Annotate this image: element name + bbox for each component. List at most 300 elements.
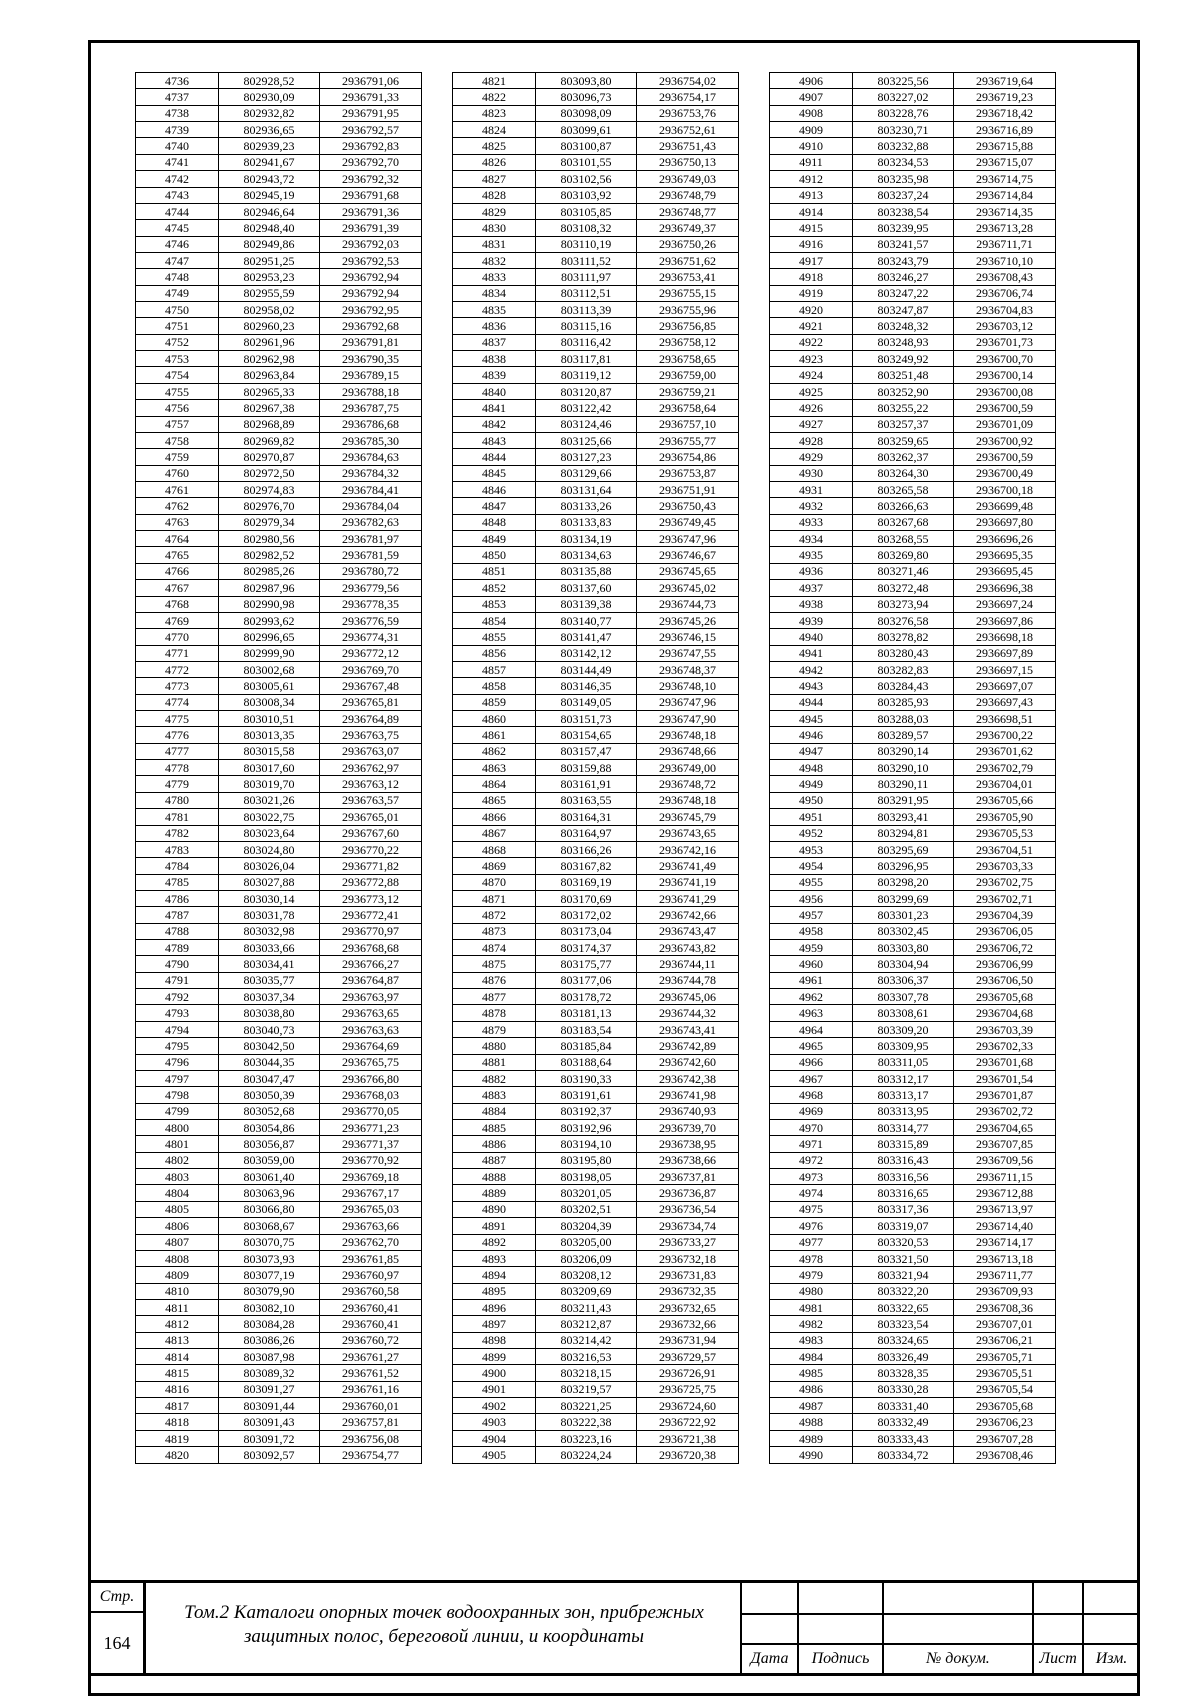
coord-x: 803146,35 xyxy=(536,678,637,694)
point-number: 4853 xyxy=(453,596,536,612)
table-row xyxy=(453,449,739,465)
point-number: 4778 xyxy=(136,760,219,776)
page-label-cell xyxy=(91,1583,146,1613)
table-row xyxy=(136,122,422,138)
coord-y: 2936746,15 xyxy=(637,629,739,645)
point-number: 4971 xyxy=(770,1136,853,1152)
point-number: 4990 xyxy=(770,1447,853,1463)
coord-x: 803317,36 xyxy=(853,1201,954,1217)
coord-y: 2936743,41 xyxy=(637,1021,739,1037)
coord-y: 2936715,07 xyxy=(954,154,1056,170)
coord-x: 803288,03 xyxy=(853,711,954,727)
point-number: 4875 xyxy=(453,956,536,972)
coord-y: 2936706,50 xyxy=(954,972,1056,988)
coord-x: 803264,30 xyxy=(853,465,954,481)
coord-y: 2936711,77 xyxy=(954,1267,1056,1283)
table-row xyxy=(453,269,739,285)
coord-y: 2936742,66 xyxy=(637,907,739,923)
table-row xyxy=(453,1398,739,1414)
point-number: 4760 xyxy=(136,465,219,481)
coord-y: 2936700,49 xyxy=(954,465,1056,481)
table-row xyxy=(770,1201,1056,1217)
point-number: 4825 xyxy=(453,138,536,154)
coord-y: 2936718,42 xyxy=(954,105,1056,121)
coord-x: 803068,67 xyxy=(219,1218,320,1234)
table-row xyxy=(770,220,1056,236)
coord-y: 2936741,49 xyxy=(637,858,739,874)
coord-y: 2936791,95 xyxy=(320,105,422,121)
table-row xyxy=(770,1136,1056,1152)
coord-x: 803238,54 xyxy=(853,203,954,219)
coord-x: 802999,90 xyxy=(219,645,320,661)
point-number: 4958 xyxy=(770,923,853,939)
coord-x: 803289,57 xyxy=(853,727,954,743)
table-row xyxy=(770,743,1056,759)
title-block xyxy=(88,1580,1140,1676)
point-number: 4787 xyxy=(136,907,219,923)
table-row xyxy=(453,187,739,203)
table-row xyxy=(453,498,739,514)
table-row xyxy=(453,547,739,563)
coord-x: 803030,14 xyxy=(219,890,320,906)
coord-y: 2936700,22 xyxy=(954,727,1056,743)
table-row xyxy=(453,138,739,154)
grid-line xyxy=(742,1613,1137,1615)
point-number: 4842 xyxy=(453,416,536,432)
point-number: 4918 xyxy=(770,269,853,285)
coord-x: 803050,39 xyxy=(219,1087,320,1103)
coord-y: 2936745,79 xyxy=(637,809,739,825)
coord-y: 2936732,35 xyxy=(637,1283,739,1299)
table-row xyxy=(136,220,422,236)
point-number: 4742 xyxy=(136,171,219,187)
table-row xyxy=(136,1005,422,1021)
point-number: 4759 xyxy=(136,449,219,465)
coord-x: 803312,17 xyxy=(853,1070,954,1086)
point-number: 4768 xyxy=(136,596,219,612)
coord-y: 2936745,65 xyxy=(637,563,739,579)
table-row xyxy=(770,841,1056,857)
coord-y: 2936792,53 xyxy=(320,252,422,268)
coord-x: 803013,35 xyxy=(219,727,320,743)
table-row xyxy=(770,138,1056,154)
table-row xyxy=(453,1414,739,1430)
coord-x: 803214,42 xyxy=(536,1332,637,1348)
coord-y: 2936763,65 xyxy=(320,1005,422,1021)
coord-y: 2936781,97 xyxy=(320,531,422,547)
table-row xyxy=(453,1365,739,1381)
table-row xyxy=(453,367,739,383)
table-row xyxy=(770,105,1056,121)
table-row xyxy=(136,1152,422,1168)
point-number: 4837 xyxy=(453,334,536,350)
point-number: 4923 xyxy=(770,351,853,367)
point-number: 4980 xyxy=(770,1283,853,1299)
table-row xyxy=(136,285,422,301)
table-row xyxy=(770,989,1056,1005)
table-row xyxy=(770,580,1056,596)
point-number: 4756 xyxy=(136,400,219,416)
coord-x: 803101,55 xyxy=(536,154,637,170)
coord-y: 2936756,85 xyxy=(637,318,739,334)
coord-x: 803063,96 xyxy=(219,1185,320,1201)
table-row xyxy=(136,1414,422,1430)
point-number: 4834 xyxy=(453,285,536,301)
coord-y: 2936784,04 xyxy=(320,498,422,514)
table-row xyxy=(770,972,1056,988)
coord-x: 802930,09 xyxy=(219,89,320,105)
coord-y: 2936703,33 xyxy=(954,858,1056,874)
point-number: 4931 xyxy=(770,481,853,497)
table-row xyxy=(453,874,739,890)
table-row xyxy=(453,334,739,350)
coord-x: 803324,65 xyxy=(853,1332,954,1348)
point-number: 4903 xyxy=(453,1414,536,1430)
coord-y: 2936749,00 xyxy=(637,760,739,776)
coord-x: 803211,43 xyxy=(536,1299,637,1315)
table-row xyxy=(453,89,739,105)
table-row xyxy=(136,481,422,497)
point-number: 4897 xyxy=(453,1316,536,1332)
point-number: 4954 xyxy=(770,858,853,874)
table-row xyxy=(453,612,739,628)
coord-x: 803027,88 xyxy=(219,874,320,890)
table-row xyxy=(136,351,422,367)
coord-y: 2936788,18 xyxy=(320,383,422,399)
coord-x: 803061,40 xyxy=(219,1169,320,1185)
coord-x: 803304,94 xyxy=(853,956,954,972)
table-row xyxy=(136,105,422,121)
coord-x: 802965,33 xyxy=(219,383,320,399)
point-number: 4976 xyxy=(770,1218,853,1234)
coord-x: 803313,17 xyxy=(853,1087,954,1103)
coord-x: 803247,87 xyxy=(853,302,954,318)
table-row xyxy=(770,1152,1056,1168)
coord-x: 803073,93 xyxy=(219,1250,320,1266)
table-row xyxy=(136,1103,422,1119)
point-number: 4943 xyxy=(770,678,853,694)
table-row xyxy=(770,1087,1056,1103)
table-row xyxy=(136,612,422,628)
coord-y: 2936758,12 xyxy=(637,334,739,350)
table-row xyxy=(770,531,1056,547)
coord-x: 803066,80 xyxy=(219,1201,320,1217)
point-number: 4737 xyxy=(136,89,219,105)
coord-x: 803235,98 xyxy=(853,171,954,187)
coord-y: 2936737,81 xyxy=(637,1169,739,1185)
point-number: 4978 xyxy=(770,1250,853,1266)
table-row xyxy=(770,154,1056,170)
table-row xyxy=(770,1414,1056,1430)
point-number: 4736 xyxy=(136,73,219,89)
table-row xyxy=(136,1250,422,1266)
point-number: 4988 xyxy=(770,1414,853,1430)
coord-y: 2936695,35 xyxy=(954,547,1056,563)
table-row xyxy=(453,105,739,121)
coord-x: 803311,05 xyxy=(853,1054,954,1070)
coord-x: 803161,91 xyxy=(536,776,637,792)
table-row xyxy=(770,1005,1056,1021)
coord-x: 803117,81 xyxy=(536,351,637,367)
table-row xyxy=(136,432,422,448)
coord-y: 2936748,18 xyxy=(637,727,739,743)
point-number: 4753 xyxy=(136,351,219,367)
point-number: 4900 xyxy=(453,1365,536,1381)
coord-y: 2936763,66 xyxy=(320,1218,422,1234)
point-number: 4974 xyxy=(770,1185,853,1201)
coord-y: 2936702,75 xyxy=(954,874,1056,890)
table-row xyxy=(453,1218,739,1234)
table-row xyxy=(770,1365,1056,1381)
point-number: 4828 xyxy=(453,187,536,203)
coord-x: 803316,65 xyxy=(853,1185,954,1201)
table-row xyxy=(136,1299,422,1315)
table-row xyxy=(136,563,422,579)
table-row xyxy=(453,1267,739,1283)
coord-x: 802990,98 xyxy=(219,596,320,612)
point-number: 4852 xyxy=(453,580,536,596)
coord-x: 803301,23 xyxy=(853,907,954,923)
coord-y: 2936708,43 xyxy=(954,269,1056,285)
table-row xyxy=(453,727,739,743)
coord-x: 802985,26 xyxy=(219,563,320,579)
coord-y: 2936747,96 xyxy=(637,531,739,547)
coord-y: 2936771,23 xyxy=(320,1120,422,1136)
coord-y: 2936732,66 xyxy=(637,1316,739,1332)
table-row xyxy=(453,596,739,612)
coord-x: 803137,60 xyxy=(536,580,637,596)
coord-x: 803034,41 xyxy=(219,956,320,972)
point-number: 4816 xyxy=(136,1381,219,1397)
coord-y: 2936742,16 xyxy=(637,841,739,857)
table-row xyxy=(453,661,739,677)
coord-y: 2936782,63 xyxy=(320,514,422,530)
coord-y: 2936760,58 xyxy=(320,1283,422,1299)
point-number: 4747 xyxy=(136,252,219,268)
revision-grid xyxy=(740,1583,1137,1673)
table-row xyxy=(453,400,739,416)
coord-x: 803192,37 xyxy=(536,1103,637,1119)
point-number: 4899 xyxy=(453,1349,536,1365)
table-row xyxy=(453,1447,739,1463)
point-number: 4826 xyxy=(453,154,536,170)
coord-x: 803219,57 xyxy=(536,1381,637,1397)
point-number: 4947 xyxy=(770,743,853,759)
coord-x: 803265,58 xyxy=(853,481,954,497)
coord-y: 2936763,12 xyxy=(320,776,422,792)
coord-x: 803133,83 xyxy=(536,514,637,530)
point-number: 4838 xyxy=(453,351,536,367)
coord-y: 2936748,72 xyxy=(637,776,739,792)
point-number: 4841 xyxy=(453,400,536,416)
point-number: 4748 xyxy=(136,269,219,285)
point-number: 4813 xyxy=(136,1332,219,1348)
point-number: 4946 xyxy=(770,727,853,743)
coord-y: 2936711,15 xyxy=(954,1169,1056,1185)
table-row xyxy=(136,449,422,465)
point-number: 4969 xyxy=(770,1103,853,1119)
coord-x: 803262,37 xyxy=(853,449,954,465)
coord-x: 803052,68 xyxy=(219,1103,320,1119)
document-number-label: № докум. xyxy=(926,1650,990,1667)
table-row xyxy=(136,809,422,825)
point-number: 4905 xyxy=(453,1447,536,1463)
coord-y: 2936738,95 xyxy=(637,1136,739,1152)
table-row xyxy=(453,825,739,841)
table-row xyxy=(770,1447,1056,1463)
table-row xyxy=(770,449,1056,465)
coord-y: 2936768,68 xyxy=(320,940,422,956)
coord-y: 2936700,70 xyxy=(954,351,1056,367)
coord-y: 2936700,18 xyxy=(954,481,1056,497)
coord-y: 2936779,56 xyxy=(320,580,422,596)
table-row xyxy=(770,89,1056,105)
coord-y: 2936719,64 xyxy=(954,73,1056,89)
point-number: 4862 xyxy=(453,743,536,759)
point-number: 4797 xyxy=(136,1070,219,1086)
point-number: 4913 xyxy=(770,187,853,203)
coord-x: 803108,32 xyxy=(536,220,637,236)
coord-x: 803079,90 xyxy=(219,1283,320,1299)
table-row xyxy=(453,743,739,759)
coord-y: 2936719,23 xyxy=(954,89,1056,105)
table-row xyxy=(770,171,1056,187)
table-row xyxy=(453,531,739,547)
coord-y: 2936745,26 xyxy=(637,612,739,628)
table-row xyxy=(136,1316,422,1332)
coord-x: 803320,53 xyxy=(853,1234,954,1250)
table-row xyxy=(453,1087,739,1103)
point-number: 4973 xyxy=(770,1169,853,1185)
coord-y: 2936701,54 xyxy=(954,1070,1056,1086)
coord-y: 2936736,54 xyxy=(637,1201,739,1217)
point-number: 4802 xyxy=(136,1152,219,1168)
coord-x: 803144,49 xyxy=(536,661,637,677)
table-row xyxy=(770,1185,1056,1201)
table-row xyxy=(770,1070,1056,1086)
point-number: 4738 xyxy=(136,105,219,121)
coord-x: 803321,50 xyxy=(853,1250,954,1266)
table-row xyxy=(453,1038,739,1054)
coord-y: 2936707,28 xyxy=(954,1430,1056,1446)
coord-x: 803163,55 xyxy=(536,792,637,808)
point-number: 4876 xyxy=(453,972,536,988)
coord-x: 803111,97 xyxy=(536,269,637,285)
coord-x: 803133,26 xyxy=(536,498,637,514)
coord-y: 2936741,19 xyxy=(637,874,739,890)
coord-x: 802961,96 xyxy=(219,334,320,350)
point-number: 4950 xyxy=(770,792,853,808)
table-row xyxy=(453,1250,739,1266)
point-number: 4986 xyxy=(770,1381,853,1397)
coord-y: 2936791,33 xyxy=(320,89,422,105)
coord-x: 803243,79 xyxy=(853,252,954,268)
table-row xyxy=(453,1332,739,1348)
coord-y: 2936753,87 xyxy=(637,465,739,481)
point-number: 4791 xyxy=(136,972,219,988)
table-row xyxy=(136,874,422,890)
coord-y: 2936760,41 xyxy=(320,1299,422,1315)
table-row xyxy=(770,334,1056,350)
coord-x: 803082,10 xyxy=(219,1299,320,1315)
coord-y: 2936700,92 xyxy=(954,432,1056,448)
point-number: 4743 xyxy=(136,187,219,203)
coord-x: 803116,42 xyxy=(536,334,637,350)
coord-y: 2936706,74 xyxy=(954,285,1056,301)
coord-x: 802962,98 xyxy=(219,351,320,367)
coord-y: 2936789,15 xyxy=(320,367,422,383)
coord-y: 2936740,93 xyxy=(637,1103,739,1119)
coord-y: 2936767,60 xyxy=(320,825,422,841)
coord-x: 803309,20 xyxy=(853,1021,954,1037)
coord-y: 2936792,68 xyxy=(320,318,422,334)
coord-y: 2936744,11 xyxy=(637,956,739,972)
page-number-cell xyxy=(91,1613,146,1673)
coord-x: 803322,20 xyxy=(853,1283,954,1299)
coord-x: 803331,40 xyxy=(853,1398,954,1414)
coord-x: 803077,19 xyxy=(219,1267,320,1283)
coord-y: 2936704,83 xyxy=(954,302,1056,318)
table-row xyxy=(136,645,422,661)
coord-x: 803169,19 xyxy=(536,874,637,890)
point-number: 4925 xyxy=(770,383,853,399)
coord-x: 803290,14 xyxy=(853,743,954,759)
coord-x: 802958,02 xyxy=(219,302,320,318)
point-number: 4968 xyxy=(770,1087,853,1103)
coord-x: 803330,28 xyxy=(853,1381,954,1397)
point-number: 4770 xyxy=(136,629,219,645)
coord-x: 802969,82 xyxy=(219,432,320,448)
coord-y: 2936744,73 xyxy=(637,596,739,612)
point-number: 4741 xyxy=(136,154,219,170)
table-row xyxy=(453,302,739,318)
table-row xyxy=(136,514,422,530)
coord-x: 803194,10 xyxy=(536,1136,637,1152)
table-row xyxy=(136,743,422,759)
coord-x: 803091,27 xyxy=(219,1381,320,1397)
coord-x: 803021,26 xyxy=(219,792,320,808)
coord-y: 2936705,71 xyxy=(954,1349,1056,1365)
coord-y: 2936695,45 xyxy=(954,563,1056,579)
coord-y: 2936743,82 xyxy=(637,940,739,956)
table-row xyxy=(136,694,422,710)
coord-x: 803273,94 xyxy=(853,596,954,612)
coord-x: 803124,46 xyxy=(536,416,637,432)
table-row xyxy=(770,1332,1056,1348)
coord-x: 803321,94 xyxy=(853,1267,954,1283)
point-number: 4961 xyxy=(770,972,853,988)
point-number: 4895 xyxy=(453,1283,536,1299)
point-number: 4920 xyxy=(770,302,853,318)
coord-x: 803141,47 xyxy=(536,629,637,645)
table-row xyxy=(453,923,739,939)
point-number: 4944 xyxy=(770,694,853,710)
table-row xyxy=(136,1087,422,1103)
point-number: 4745 xyxy=(136,220,219,236)
point-number: 4866 xyxy=(453,809,536,825)
table-row xyxy=(770,760,1056,776)
coord-y: 2936710,10 xyxy=(954,252,1056,268)
table-row xyxy=(770,285,1056,301)
coord-y: 2936703,39 xyxy=(954,1021,1056,1037)
coord-y: 2936748,79 xyxy=(637,187,739,203)
coord-x: 803228,76 xyxy=(853,105,954,121)
coord-y: 2936756,08 xyxy=(320,1430,422,1446)
point-number: 4820 xyxy=(136,1447,219,1463)
coord-x: 802974,83 xyxy=(219,481,320,497)
table-row xyxy=(136,416,422,432)
coord-y: 2936739,70 xyxy=(637,1120,739,1136)
